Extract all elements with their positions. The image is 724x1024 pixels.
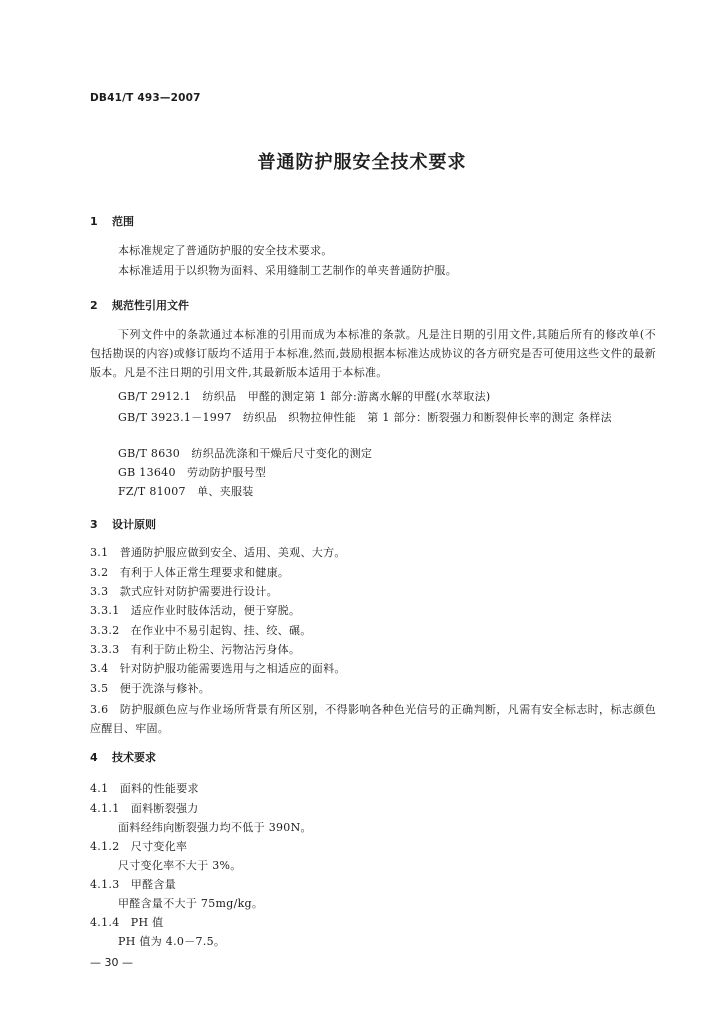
section-title: 设计原则 xyxy=(112,518,156,531)
section-number: 4 xyxy=(90,751,98,764)
clause: 4.1.3 甲醛含量 xyxy=(90,878,176,891)
page-title: 普通防护服安全技术要求 xyxy=(257,152,467,173)
section-1-heading xyxy=(90,213,134,229)
section-3-heading xyxy=(90,516,156,532)
section-number: 2 xyxy=(90,299,98,312)
paragraph: 下列文件中的条款通过本标准的引用而成为本标准的条款。凡是注日期的引用文件,其随后所有的修改单(不包括勘误的内容)或修订版均不适用于本标准,然而,鼓励根据本标准达成协议的各方研究是否可使用这些文件的最新版本。凡是不注日期的引用文件,其最新版本适用于本标准。 xyxy=(90,328,656,379)
clause: 3.3 款式应针对防护需要进行设计。 xyxy=(90,585,278,598)
clause: 3.3.3 有利于防止粉尘、污物沾污身体。 xyxy=(90,643,301,656)
clause-text: 面料经纬向断裂强力均不低于 390N。 xyxy=(118,821,312,834)
section-title: 规范性引用文件 xyxy=(112,299,189,312)
paragraph: 本标准适用于以织物为面料、采用缝制工艺制作的单夹普通防护服。 xyxy=(118,264,457,277)
standard-number: DB41/T 493—2007 xyxy=(90,92,201,104)
section-2-heading xyxy=(90,297,189,313)
reference-item: GB/T 3923.1－1997 纺织品 织物拉伸性能 第 1 部分：断裂强力和断裂伸长率的测定 条样法 xyxy=(118,411,612,424)
clause-text: PH 值为 4.0－7.5。 xyxy=(118,935,226,948)
clause: 3.5 便于洗涤与修补。 xyxy=(90,682,211,695)
section-4-heading xyxy=(90,749,156,765)
clause: 4.1.4 PH 值 xyxy=(90,916,164,929)
clause-text: 尺寸变化率不大于 3%。 xyxy=(118,859,242,872)
section-number: 1 xyxy=(90,215,98,228)
clause: 3.3.1 适应作业时肢体活动，便于穿脱。 xyxy=(90,604,301,617)
page-number: — 30 — xyxy=(90,956,133,969)
clause: 3.1 普通防护服应做到安全、适用、美观、大方。 xyxy=(90,546,346,559)
reference-item: GB 13640 劳动防护服号型 xyxy=(118,466,267,479)
clause: 3.3.2 在作业中不易引起钩、挂、绞、碾。 xyxy=(90,624,312,637)
reference-item: FZ/T 81007 单、夹服装 xyxy=(118,485,254,498)
paragraph: 本标准规定了普通防护服的安全技术要求。 xyxy=(118,244,333,257)
section-title: 范围 xyxy=(112,215,134,228)
clause: 3.4 针对防护服功能需要选用与之相适应的面料。 xyxy=(90,662,346,675)
reference-item: GB/T 2912.1 纺织品 甲醛的测定第 1 部分:游离水解的甲醛(水萃取法) xyxy=(118,390,491,403)
reference-item: GB/T 8630 纺织品洗涤和干燥后尺寸变化的测定 xyxy=(118,447,373,460)
clause: 3.2 有利于人体正常生理要求和健康。 xyxy=(90,566,290,579)
clause-text: 甲醛含量不大于 75mg/kg。 xyxy=(118,897,264,910)
clause: 3.6 防护服颜色应与作业场所背景有所区别，不得影响各种色光信号的正确判断，凡需有安全标志时，标志颜色应醒目、牢固。 xyxy=(90,703,656,735)
clause: 4.1.1 面料断裂强力 xyxy=(90,802,199,815)
clause: 4.1.2 尺寸变化率 xyxy=(90,840,188,853)
section-number: 3 xyxy=(90,518,98,531)
clause: 4.1 面料的性能要求 xyxy=(90,782,199,795)
section-title: 技术要求 xyxy=(112,751,156,764)
